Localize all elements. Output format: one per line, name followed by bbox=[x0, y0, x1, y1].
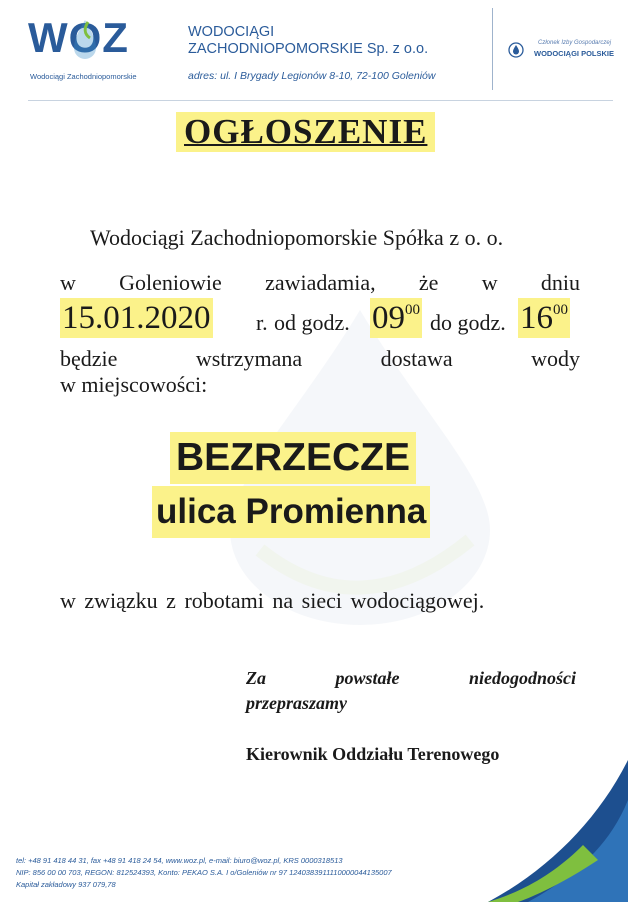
logo-text: WOZ bbox=[28, 14, 129, 61]
to-label: do godz. bbox=[430, 310, 506, 335]
start-time: $09^{00}$ bbox=[372, 300, 420, 336]
street-name: ulica Promienna bbox=[152, 486, 430, 538]
word: w bbox=[60, 270, 76, 295]
word: dniu bbox=[540, 270, 580, 295]
location-name: BEZRZECZE bbox=[170, 432, 416, 484]
word: Za bbox=[246, 668, 266, 688]
notice-line-company: Wodociągi Zachodniopomorskie Spółka z o. o. bbox=[90, 225, 504, 250]
apology-line1 bbox=[246, 668, 576, 689]
word: będzie bbox=[60, 346, 118, 371]
company-logo bbox=[28, 10, 143, 80]
notice-line-schedule bbox=[60, 298, 580, 338]
word: wstrzymana bbox=[195, 346, 303, 371]
logo-caption: Wodociągi Zachodniopomorskie bbox=[30, 72, 137, 81]
membership-badge bbox=[508, 40, 618, 64]
header-rule bbox=[28, 100, 613, 101]
footer-tax-bank: NIP: 856 00 00 703, REGON: 812524393, Konto: PEKAO S.A. I o/Goleniów nr 97 1240383911110000044135007 bbox=[16, 868, 392, 877]
signature: Kierownik Oddziału Terenowego bbox=[246, 744, 500, 764]
outage-date: 15.01.2020 bbox=[62, 300, 211, 336]
word: że bbox=[418, 270, 439, 295]
outage-reason: w związku z robotami na sieci wodociągowej. bbox=[60, 588, 485, 613]
notice-line-suspended bbox=[60, 346, 580, 372]
corner-decoration bbox=[488, 760, 628, 902]
footer-contact: tel: +48 91 418 44 31, fax +48 91 418 24 54, www.woz.pl, e-mail: biuro@woz.pl, KRS 0000318513 bbox=[16, 856, 343, 865]
company-address: adres: ul. I Brygady Legionów 8-10, 72-100 Goleniów bbox=[188, 70, 436, 82]
notice-line-announces bbox=[60, 270, 580, 296]
word: powstałe bbox=[335, 668, 400, 688]
word: Goleniowie bbox=[119, 270, 222, 295]
word: w bbox=[481, 270, 498, 295]
word: dostawa bbox=[380, 346, 453, 371]
header-divider bbox=[492, 8, 493, 90]
apology-line2: przepraszamy bbox=[246, 693, 348, 713]
word: wody bbox=[531, 346, 580, 371]
company-name-line1: WODOCIĄGI bbox=[188, 24, 275, 40]
word: zawiadamia, bbox=[265, 270, 376, 295]
water-drop-icon bbox=[72, 18, 98, 62]
membership-caption: Członek Izby Gospodarczej bbox=[538, 40, 612, 46]
membership-name: WODOCIĄGI POLSKIE bbox=[534, 49, 615, 58]
drop-circle-icon bbox=[508, 42, 524, 58]
footer-capital: Kapitał zakładowy 937 079,78 bbox=[16, 880, 116, 889]
date-suffix: r. bbox=[256, 310, 268, 335]
notice-line-place-label: w miejscowości: bbox=[60, 372, 208, 397]
notice-title: OGŁOSZENIE bbox=[176, 112, 435, 152]
company-name-line2: ZACHODNIOPOMORSKIE Sp. z o.o. bbox=[188, 41, 429, 57]
from-label: od godz. bbox=[274, 310, 350, 335]
word: niedogodności bbox=[468, 668, 576, 688]
end-time: $16^{00}$ bbox=[520, 300, 568, 336]
